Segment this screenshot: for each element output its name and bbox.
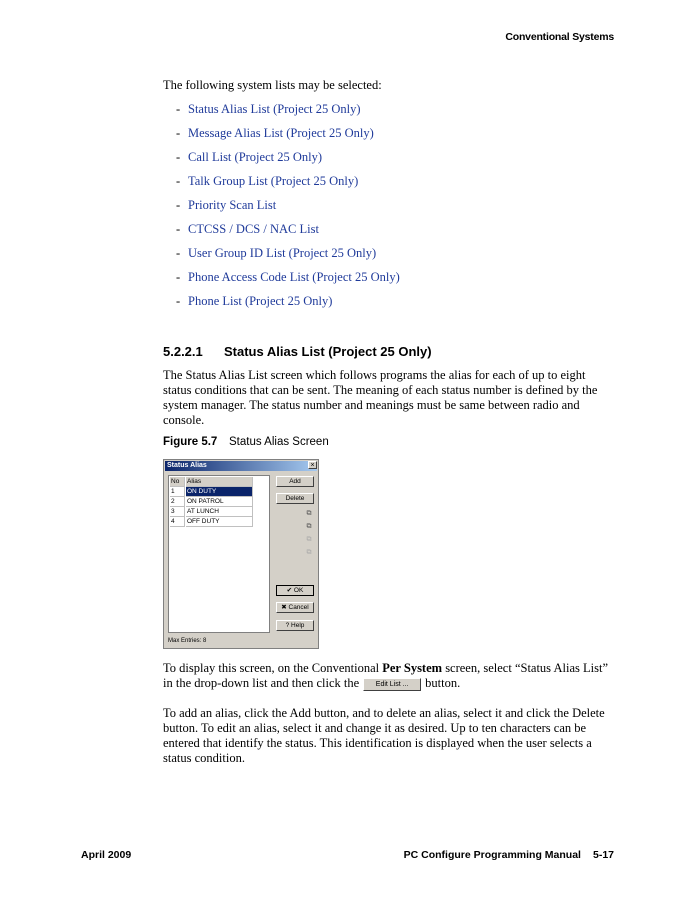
cancel-button[interactable]: ✖ Cancel xyxy=(276,602,314,613)
column-no: No xyxy=(170,477,185,487)
link-message-alias-list[interactable]: Message Alias List (Project 25 Only) xyxy=(188,126,374,140)
instr-text-3: button. xyxy=(425,676,461,690)
footer-right xyxy=(404,849,614,861)
intro-text: The following system lists may be selected: xyxy=(163,78,382,92)
delete-button[interactable]: Delete xyxy=(276,493,314,504)
instr-text-1: To display this screen, on the Conventional xyxy=(163,661,383,675)
paste-icon[interactable]: ⧉ xyxy=(306,523,312,530)
help-button[interactable]: ? Help xyxy=(276,620,314,631)
bullet-dash: - xyxy=(176,126,181,140)
footer-manual: PC Configure Programming Manual xyxy=(403,849,581,861)
add-button[interactable]: Add xyxy=(276,476,314,487)
bullet-dash: - xyxy=(176,198,181,212)
list-item xyxy=(176,293,400,317)
close-icon[interactable]: × xyxy=(308,461,317,469)
list-item xyxy=(176,245,400,269)
link-phone-list[interactable]: Phone List (Project 25 Only) xyxy=(188,294,333,308)
copy-icon[interactable]: ⧉ xyxy=(306,510,312,517)
bullet-dash: - xyxy=(176,174,181,188)
dialog-title-bar: Status Alias xyxy=(165,461,317,471)
status-alias-dialog xyxy=(163,459,319,649)
column-alias: Alias xyxy=(186,477,253,487)
link-talk-group-list[interactable]: Talk Group List (Project 25 Only) xyxy=(188,174,359,188)
page-header: Conventional Systems xyxy=(505,31,614,43)
ok-button[interactable]: ✔ OK xyxy=(276,585,314,596)
instr-text-2: screen, select “Status Alias List” in the drop-down list and then click the xyxy=(163,661,608,690)
max-entries-status: Max Entries: 8 xyxy=(168,638,207,644)
list-item xyxy=(176,101,400,125)
section-paragraph: The Status Alias List screen which follows programs the alias for each of up to eight status conditions that can be sent. The meaning of each status number is defined by the system manager. The status number and meanings must be same between radio and console. xyxy=(163,368,598,427)
section-number: 5.2.2.1 xyxy=(163,344,203,359)
bullet-dash: - xyxy=(176,270,181,284)
list-item xyxy=(176,173,400,197)
alias-table xyxy=(168,475,270,633)
link-call-list[interactable]: Call List (Project 25 Only) xyxy=(188,150,323,164)
list-item xyxy=(176,269,400,293)
figure-title: Status Alias Screen xyxy=(229,436,329,448)
edit-instructions: To add an alias, click the Add button, and to delete an alias, select it and click the Delete button. To edit an alias, select it and change it as desired. Up to ten characters can be entered that identify the status. This identification is displayed when the user selects a status condition. xyxy=(163,706,605,765)
link-phone-access-code-list[interactable]: Phone Access Code List (Project 25 Only) xyxy=(188,270,400,284)
list-item xyxy=(176,125,400,149)
move-down-icon[interactable]: ⧉ xyxy=(306,549,312,556)
bullet-dash: - xyxy=(176,222,181,236)
link-priority-scan-list[interactable]: Priority Scan List xyxy=(188,198,277,212)
link-ctcss-dcs-nac-list[interactable]: CTCSS / DCS / NAC List xyxy=(188,222,319,236)
row-number: 4 xyxy=(170,517,185,527)
row-alias[interactable]: AT LUNCH xyxy=(186,507,253,517)
section-title: Status Alias List (Project 25 Only) xyxy=(224,344,432,359)
edit-list-button[interactable]: Edit List ... xyxy=(363,678,421,691)
figure-label: Figure 5.7 xyxy=(163,436,218,448)
list-item xyxy=(176,221,400,245)
link-status-alias-list[interactable]: Status Alias List (Project 25 Only) xyxy=(188,102,361,116)
bullet-dash: - xyxy=(176,102,181,116)
row-number: 3 xyxy=(170,507,185,517)
bullet-dash: - xyxy=(176,246,181,260)
bullet-dash: - xyxy=(176,294,181,308)
section-heading xyxy=(163,344,432,359)
bullet-dash: - xyxy=(176,150,181,164)
instr-bold: Per System xyxy=(382,661,443,675)
move-up-icon[interactable]: ⧉ xyxy=(306,536,312,543)
list-item xyxy=(176,149,400,173)
page-number: 5-17 xyxy=(592,849,614,861)
row-alias[interactable]: OFF DUTY xyxy=(186,517,253,527)
row-alias[interactable]: ON PATROL xyxy=(186,497,253,507)
link-user-group-id-list[interactable]: User Group ID List (Project 25 Only) xyxy=(188,246,377,260)
list-item xyxy=(176,197,400,221)
row-number: 2 xyxy=(170,497,185,507)
row-number: 1 xyxy=(170,487,185,497)
system-list-links xyxy=(176,101,400,317)
figure-caption xyxy=(163,436,329,448)
display-instructions xyxy=(163,661,608,691)
footer-date: April 2009 xyxy=(81,849,132,861)
row-alias[interactable]: ON DUTY xyxy=(186,487,253,497)
